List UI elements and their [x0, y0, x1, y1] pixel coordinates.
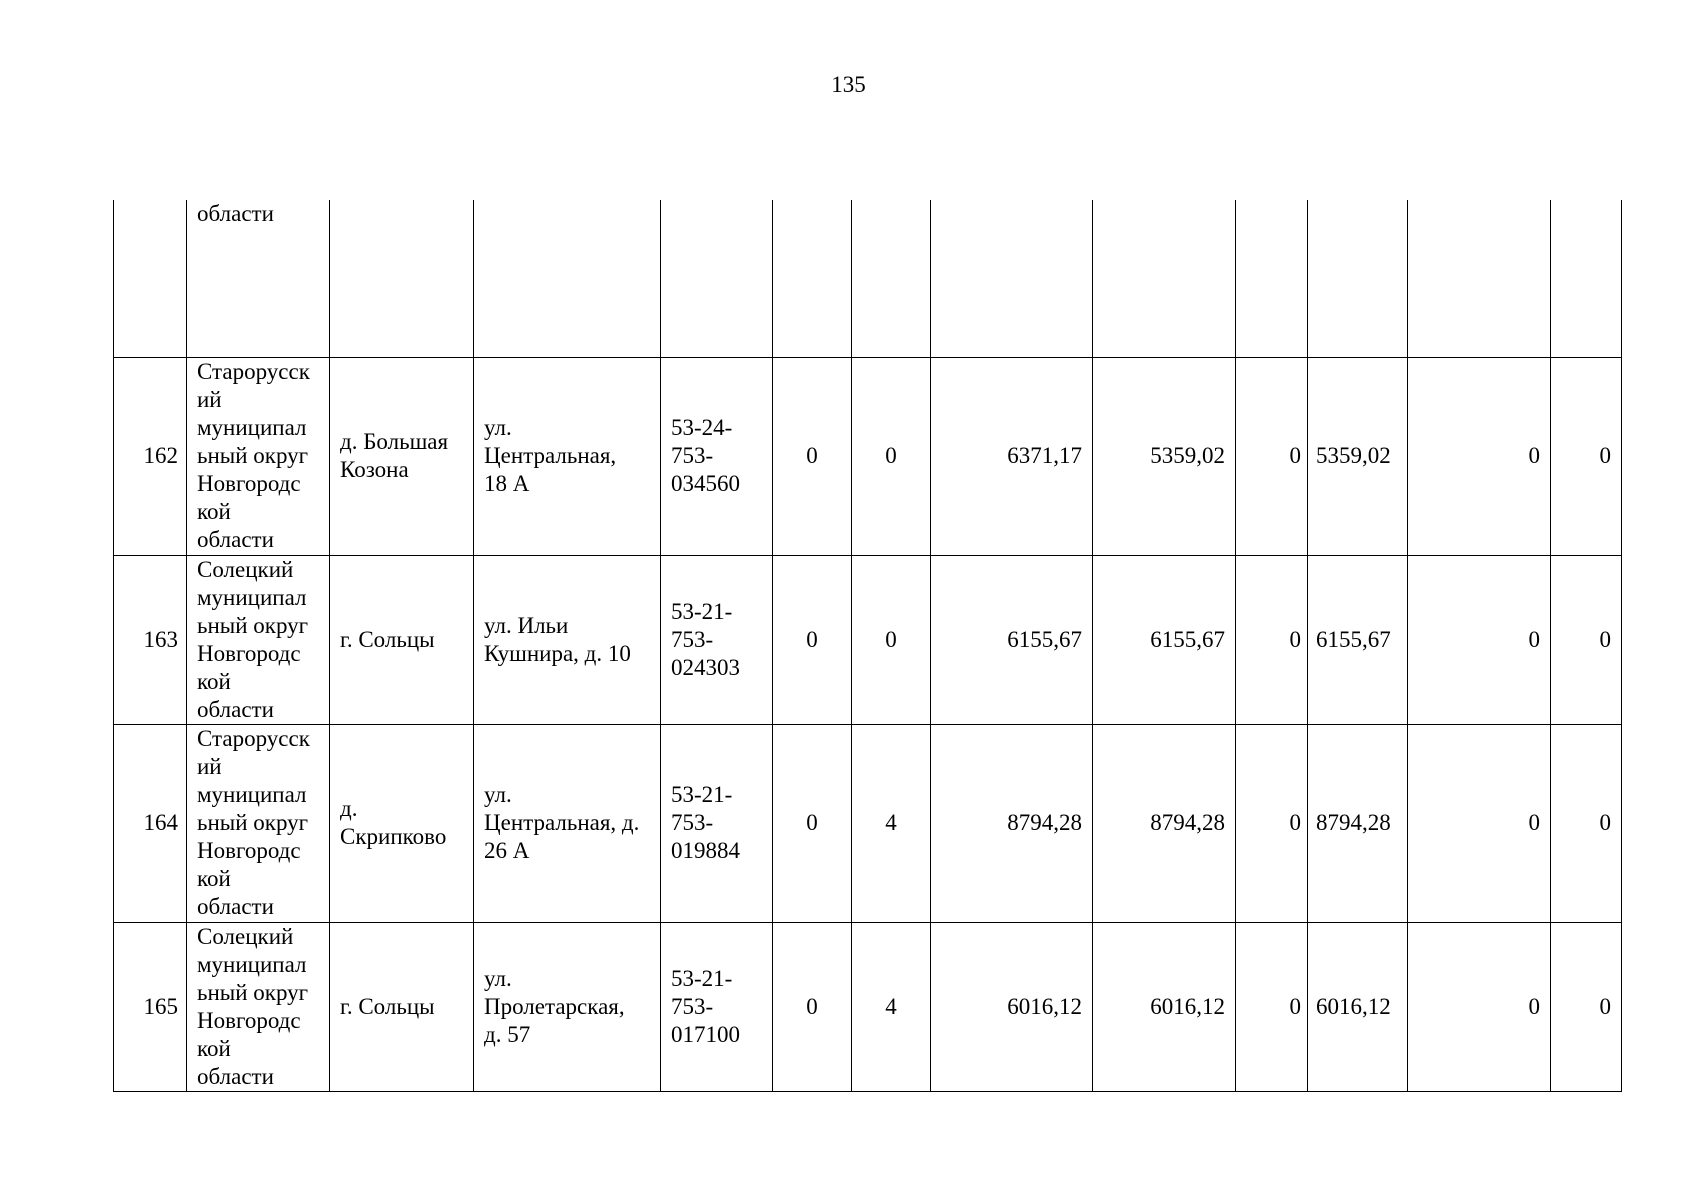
value-cell-2: 4	[852, 724, 931, 922]
table-row	[114, 922, 1622, 1091]
street-cell-line: д. 57	[484, 1021, 531, 1047]
municipality-cell-line: ьный округ	[197, 810, 309, 835]
street-cell-line: 18 А	[484, 471, 530, 496]
code-cell-line: 024303	[671, 654, 740, 680]
value-cell-5: 0	[1236, 555, 1308, 724]
street-cell-line: ул.	[484, 965, 512, 991]
settlement-cell	[330, 724, 474, 922]
value-cell-7: 0	[1408, 724, 1551, 922]
street-cell-line: Центральная, д.	[484, 810, 640, 835]
row-number: 165	[114, 922, 187, 1091]
municipality-cell-line: Новгородс	[197, 471, 301, 496]
municipality-cell-line: Новгородс	[197, 640, 301, 666]
street-cell-line: ул.	[484, 782, 512, 807]
municipality-cell-line: области	[197, 1063, 274, 1089]
settlement-cell-line: Козона	[340, 457, 409, 482]
value-cell-4: 5359,02	[1093, 357, 1236, 555]
municipality-cell-line: Солецкий	[197, 556, 294, 582]
code-cell-line: 753-	[671, 993, 714, 1019]
value-cell-3: 8794,28	[931, 724, 1093, 922]
municipality-cell-line: муниципал	[197, 951, 307, 977]
street-cell	[474, 357, 661, 555]
code-cell-line: 753-	[671, 810, 714, 835]
municipality-cell-line: муниципал	[197, 584, 307, 610]
value-cell-7: 0	[1408, 922, 1551, 1091]
municipality-cell	[187, 555, 330, 724]
value-cell-1: 0	[773, 922, 852, 1091]
municipality-cell-line: ьный округ	[197, 443, 309, 468]
value-cell-8: 0	[1551, 357, 1622, 555]
value-cell-8: 0	[1551, 555, 1622, 724]
code-cell-line: 019884	[671, 838, 740, 863]
code-cell-line: 034560	[671, 471, 740, 496]
municipality-cell	[187, 357, 330, 555]
municipality-cell-line: кой	[197, 668, 231, 694]
value-cell-7: 0	[1408, 555, 1551, 724]
settlement-cell	[330, 555, 474, 724]
settlement-cell-line: Скрипково	[340, 824, 447, 849]
municipality-cell-line: области	[197, 696, 274, 722]
code-cell-line: 53-21-	[671, 965, 733, 991]
municipality-cell-line: Солецкий	[197, 923, 294, 949]
value-cell-4: 6016,12	[1093, 922, 1236, 1091]
value-cell-5: 0	[1236, 922, 1308, 1091]
data-table	[113, 200, 1622, 1092]
municipality-cell	[187, 922, 330, 1091]
street-cell-line: Кушнира, д. 10	[484, 640, 631, 666]
value-cell-5: 0	[1236, 724, 1308, 922]
municipality-cell-line: кой	[197, 866, 231, 891]
code-cell	[661, 555, 773, 724]
municipality-cell-line: Старорусск	[197, 726, 310, 751]
value-cell-8: 0	[1551, 922, 1622, 1091]
settlement-cell	[330, 357, 474, 555]
value-cell-3: 6371,17	[931, 357, 1093, 555]
value-cell-6: 5359,02	[1308, 357, 1408, 555]
street-cell-line: ул. Ильи	[484, 612, 569, 638]
code-cell-line: 53-24-	[671, 415, 733, 440]
row-number: 164	[114, 724, 187, 922]
table-row	[114, 724, 1622, 922]
street-cell	[474, 724, 661, 922]
municipality-cell-line: муниципал	[197, 415, 307, 440]
table-row	[114, 357, 1622, 555]
municipality-cell-line: ий	[197, 754, 222, 779]
value-cell-6: 6155,67	[1308, 555, 1408, 724]
municipality-cell-line: муниципал	[197, 782, 307, 807]
street-cell-line: 26 А	[484, 838, 530, 863]
municipality-cell	[187, 724, 330, 922]
settlement-cell-line: д.	[340, 796, 358, 821]
municipality-cell-line: Старорусск	[197, 359, 310, 384]
value-cell-2: 4	[852, 922, 931, 1091]
value-cell-5: 0	[1236, 357, 1308, 555]
value-cell-8: 0	[1551, 724, 1622, 922]
municipality-cell-line: Новгородс	[197, 838, 301, 863]
continuation-row	[114, 200, 1622, 357]
municipality-cell-line: ьный округ	[197, 612, 309, 638]
municipality-cell-line: ий	[197, 387, 222, 412]
municipality-cell-line: кой	[197, 499, 231, 524]
municipality-cell-line: области	[197, 894, 274, 919]
street-cell-line: ул.	[484, 415, 512, 440]
value-cell-1: 0	[773, 724, 852, 922]
code-cell	[661, 724, 773, 922]
value-cell-2: 0	[852, 357, 931, 555]
code-cell-line: 753-	[671, 443, 714, 468]
street-cell-line: Центральная,	[484, 443, 617, 468]
value-cell-1: 0	[773, 357, 852, 555]
code-cell-line: 017100	[671, 1021, 740, 1047]
municipality-cell: области	[187, 200, 330, 357]
code-cell	[661, 922, 773, 1091]
table-row	[114, 555, 1622, 724]
municipality-cell-line: Новгородс	[197, 1007, 301, 1033]
code-cell	[661, 357, 773, 555]
code-cell-line: 753-	[671, 626, 714, 652]
street-cell	[474, 922, 661, 1091]
value-cell-2: 0	[852, 555, 931, 724]
settlement-cell	[330, 922, 474, 1091]
value-cell-6: 8794,28	[1308, 724, 1408, 922]
value-cell-3: 6016,12	[931, 922, 1093, 1091]
settlement-cell-line: г. Сольцы	[340, 626, 435, 652]
row-number: 162	[114, 357, 187, 555]
code-cell-line: 53-21-	[671, 598, 733, 624]
municipality-cell-line: ьный округ	[197, 979, 309, 1005]
value-cell-3: 6155,67	[931, 555, 1093, 724]
row-number: 163	[114, 555, 187, 724]
value-cell-4: 8794,28	[1093, 724, 1236, 922]
settlement-cell-line: д. Большая	[340, 429, 449, 454]
value-cell-7: 0	[1408, 357, 1551, 555]
municipality-cell-line: кой	[197, 1035, 231, 1061]
code-cell-line: 53-21-	[671, 782, 733, 807]
value-cell-6: 6016,12	[1308, 922, 1408, 1091]
street-cell-line: Пролетарская,	[484, 993, 625, 1019]
page-number: 135	[831, 72, 866, 97]
street-cell	[474, 555, 661, 724]
value-cell-1: 0	[773, 555, 852, 724]
settlement-cell-line: г. Сольцы	[340, 993, 435, 1019]
value-cell-4: 6155,67	[1093, 555, 1236, 724]
municipality-cell-line: области	[197, 527, 274, 552]
